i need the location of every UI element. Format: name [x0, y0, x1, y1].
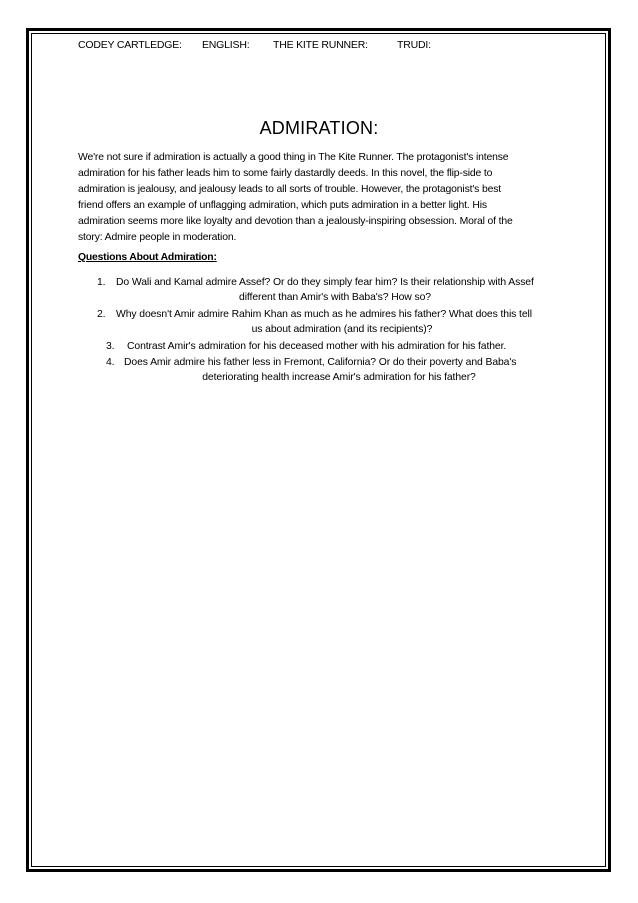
header-student-name: CODEY CARTLEDGE: [78, 39, 182, 51]
question-text-line1: Does Amir admire his father less in Fremont, California? Or do their poverty and Baba's [124, 357, 517, 368]
header-subject: ENGLISH: [202, 39, 250, 51]
question-number: 1. [97, 277, 106, 288]
paragraph-line: admiration is jealousy, and jealousy leads to all sorts of trouble. However, the protagonist's best [78, 184, 502, 196]
paragraph-line: admiration seems more like loyalty and devotion than a jealously-inspiring obsession. Moral of the [78, 216, 513, 228]
question-text-line1: Why doesn't Amir admire Rahim Khan as much as he admires his father? What does this tell [116, 309, 532, 320]
question-number: 3. [106, 341, 115, 352]
header-book-title: THE KITE RUNNER: [273, 39, 368, 51]
paragraph-line: admiration for his father leads him to some fairly dastardly deeds. In this novel, the flip-side to [78, 168, 493, 180]
question-text-line2: us about admiration (and its recipients)? [251, 323, 433, 335]
intro-paragraph [78, 150, 550, 247]
question-text-line2: deteriorating health increase Amir's admiration for his father? [202, 371, 476, 383]
paragraph-line: friend offers an example of unflagging admiration, which puts admiration in a better light. His [78, 200, 487, 212]
header-teacher: TRUDI: [397, 39, 431, 51]
paragraph-line: We're not sure if admiration is actually a good thing in The Kite Runner. The protagonist's intense [78, 152, 509, 163]
question-text-line1: Do Wali and Kamal admire Assef? Or do they simply fear him? Is their relationship with Assef [116, 277, 534, 288]
paragraph-line: story: Admire people in moderation. [78, 232, 237, 244]
question-text-line1: Contrast Amir's admiration for his deceased mother with his admiration for his father. [127, 341, 507, 352]
page-title: ADMIRATION: [259, 118, 379, 138]
questions-heading: Questions About Admiration: [78, 252, 217, 263]
question-number: 4. [106, 357, 115, 368]
question-text-line2: different than Amir's with Baba's? How so? [239, 291, 431, 303]
question-number: 2. [97, 309, 106, 320]
